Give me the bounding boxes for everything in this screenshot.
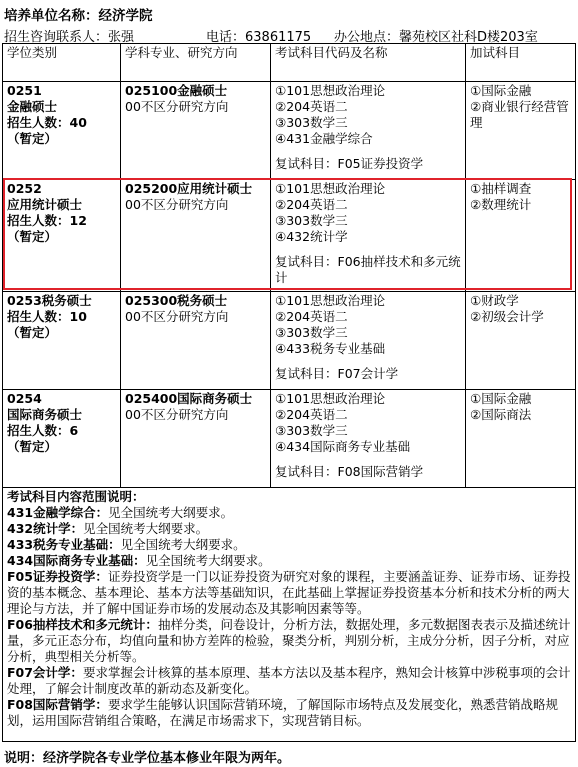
retest-subject: 复试科目：F08国际营销学	[275, 464, 424, 479]
major-cell: 025400国际商务硕士 00不区分研究方向	[121, 390, 271, 488]
extra-cell: ①国际金融 ②商业银行经营管理	[466, 82, 576, 180]
explanation-item: F05证券投资学：证券投资学是一门以证券投资为研究对象的课程，主要涵盖证券、证券市场、证券投资的基本概念、基本理论、基本方法等基础知识，在此基础上掌握证券投资基本分析和技术分析的两大理论与方法，并了解中国证券市场的发展动态及其影响因素等等。	[7, 569, 571, 616]
retest-subject: 复试科目：F06抽样技术和多元统计	[275, 254, 461, 285]
office-location: 办公地点：馨苑校区社科D楼203室	[334, 30, 538, 45]
unit-name: 培养单位名称：经济学院	[4, 8, 153, 24]
col-header-degree: 学位类别	[3, 44, 121, 82]
col-header-major: 学科专业、研究方向	[121, 44, 271, 82]
extra-cell: ①抽样调查 ②数理统计	[466, 180, 576, 292]
retest-subject: 复试科目：F07会计学	[275, 366, 399, 381]
explanation-item: 432统计学：见全国统考大纲要求。	[7, 521, 209, 536]
degree-cell: 0253税务硕士 招生人数：10 （暂定）	[3, 292, 121, 390]
degree-cell: 0254 国际商务硕士 招生人数：6 （暂定）	[3, 390, 121, 488]
major-cell: 025100金融硕士 00不区分研究方向	[121, 82, 271, 180]
degree-cell: 0251 金融硕士 招生人数：40 （暂定）	[3, 82, 121, 180]
major-cell: 025300税务硕士 00不区分研究方向	[121, 292, 271, 390]
footer-note: 说明：经济学院各专业学位基本修业年限为两年。	[4, 751, 291, 766]
table-row	[3, 390, 576, 488]
table-header-row	[3, 44, 576, 82]
exam-cell: ①101思想政治理论 ②204英语二 ③303数学三 ④431金融学综合 复试科目：F05证券投资学	[271, 82, 466, 180]
explanation-item: F06抽样技术和多元统计：抽样分类，问卷设计，分析方法，数据处理，多元数据图表表示及描述统计量，多元正态分布，均值向量和协方差阵的检验，聚类分析，判别分析，主成分分析，因子分析，对应分析，典型相关分析等。	[7, 617, 571, 664]
explanation-cell	[3, 488, 576, 742]
retest-subject: 复试科目：F05证券投资学	[275, 156, 424, 171]
contact-person: 招生咨询联系人：张强	[4, 30, 135, 45]
explanation-item: 434国际商务专业基础：见全国统考大纲要求。	[7, 553, 271, 568]
explanation-item: 431金融学综合：见全国统考大纲要求。	[7, 505, 234, 520]
col-header-exam: 考试科目代码及名称	[271, 44, 466, 82]
explanation-row	[3, 488, 576, 742]
degree-cell: 0252 应用统计硕士 招生人数：12 （暂定）	[3, 180, 121, 292]
extra-cell: ①国际金融 ②国际商法	[466, 390, 576, 488]
table-row	[3, 82, 576, 180]
explanation-item: F08国际营销学：要求学生能够认识国际营销环境，了解国际市场特点及发展变化，熟悉营销战略规划，运用国际营销组合策略，在满足市场需求下，实现营销目标。	[7, 697, 558, 728]
major-cell: 025200应用统计硕士 00不区分研究方向	[121, 180, 271, 292]
table-row	[3, 180, 576, 292]
program-table	[2, 43, 576, 742]
col-header-extra: 加试科目	[466, 44, 576, 82]
exam-cell: ①101思想政治理论 ②204英语二 ③303数学三 ④433税务专业基础 复试科目：F07会计学	[271, 292, 466, 390]
extra-cell: ①财政学 ②初级会计学	[466, 292, 576, 390]
exam-cell: ①101思想政治理论 ②204英语二 ③303数学三 ④434国际商务专业基础 复试科目：F08国际营销学	[271, 390, 466, 488]
explanation-title: 考试科目内容范围说明：	[7, 489, 145, 504]
contact-phone: 电话：63861175	[206, 30, 312, 45]
exam-cell: ①101思想政治理论 ②204英语二 ③303数学三 ④432统计学 复试科目：F06抽样技术和多元统计	[271, 180, 466, 292]
table-row	[3, 292, 576, 390]
explanation-item: F07会计学：要求掌握会计核算的基本原理、基本方法以及基本程序，熟知会计核算中涉税事项的会计处理，了解会计制度改革的新动态及新变化。	[7, 665, 571, 696]
explanation-item: 433税务专业基础：见全国统考大纲要求。	[7, 537, 246, 552]
